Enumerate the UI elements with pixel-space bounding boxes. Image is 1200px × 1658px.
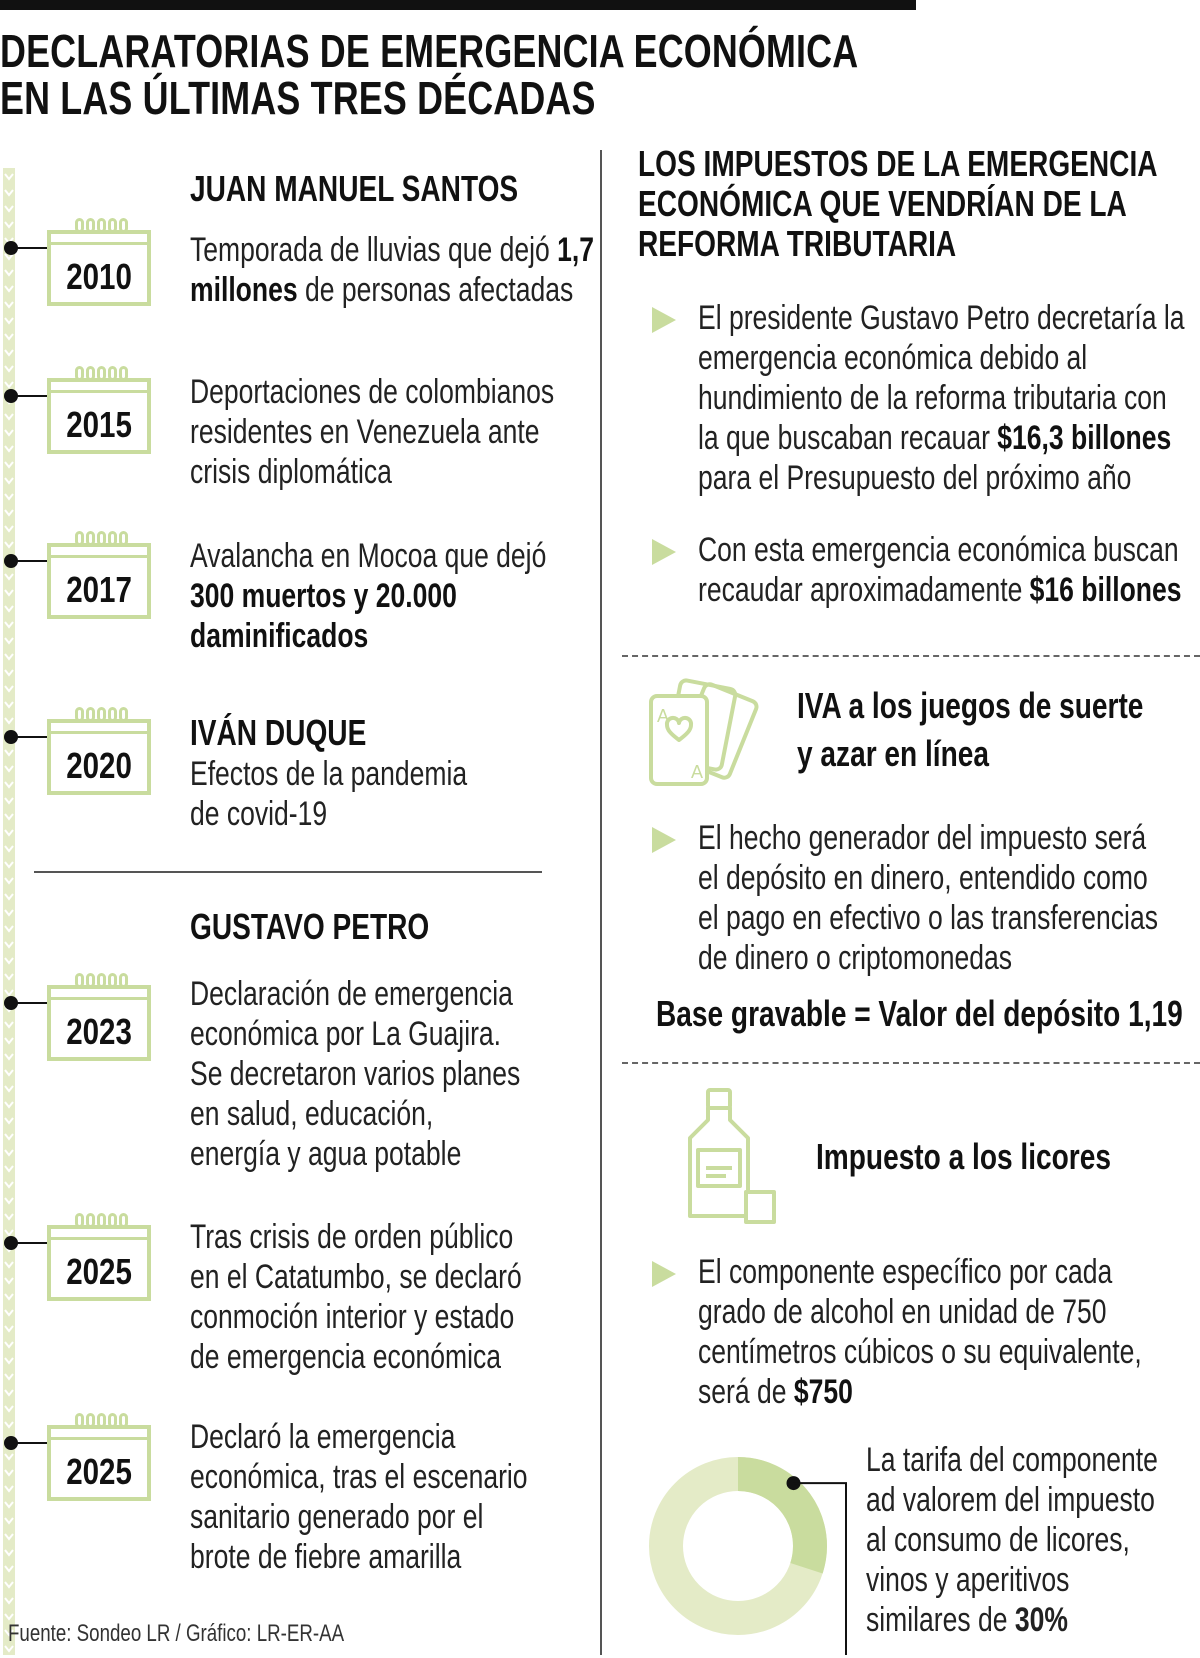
svg-text:A: A [657, 706, 670, 726]
bullet-icon [652, 1261, 676, 1287]
tax-bullet-1: El presidente Gustavo Petro decretaría la emergencia económica debido al hundimiento de la reforma tributaria con la que buscaban recauar $16,3 billones para el Presupuesto del próximo año [698, 299, 1185, 497]
taxes-title: LOS IMPUESTOS DE LA EMERGENCIA ECONÓMICA QUE VENDRÍAN DE LA REFORMA TRIBUTARIA [638, 143, 1158, 264]
event-year: 2015 [66, 404, 132, 445]
event-description: Avalancha en Mocoa que dejó 300 muertos y 20.000 daminificados [190, 537, 547, 655]
left-divider [34, 871, 542, 873]
calendar-icon [47, 973, 157, 1063]
event-description: Tras crisis de orden público en el Catatumbo, se declaró conmoción interior y estado de emergencia económica [190, 1218, 522, 1376]
event-description: Efectos de la pandemia de covid-19 [190, 755, 468, 833]
calendar-icon [47, 707, 157, 797]
event-year: 2020 [66, 745, 132, 786]
event-description: Deportaciones de colombianos residentes en Venezuela ante crisis diplomática [190, 373, 555, 491]
timeline-connector [14, 395, 50, 397]
calendar-icon [47, 366, 157, 456]
section-divider [622, 1062, 1200, 1064]
donut-segment-30 [738, 1474, 810, 1568]
main-title [0, 25, 1000, 124]
base-gravable-formula: Base gravable = Valor del depósito 1,19 [656, 993, 1183, 1034]
iva-heading: IVA a los juegos de suerte y azar en línea [797, 685, 1144, 774]
iva-bullet: El hecho generador del impuesto será el depósito en dinero, entendido como el pago en efectivo o las transferencias de dinero o criptomonedas [698, 819, 1158, 977]
event-year: 2010 [66, 256, 132, 297]
ad-valorem-text: La tarifa del componente ad valorem del impuesto al consumo de licores, vinos y aperitivos similares de 30% [866, 1441, 1158, 1639]
bullet-icon [652, 827, 676, 853]
timeline-connector [14, 560, 50, 562]
bullet-icon [652, 539, 676, 565]
event-description: Temporada de lluvias que dejó 1,7 millones de personas afectadas [190, 231, 594, 309]
calendar-icon [47, 531, 157, 621]
president-santos: JUAN MANUEL SANTOS [190, 168, 519, 209]
playing-cards-icon [645, 676, 770, 791]
timeline-connector [14, 1002, 50, 1004]
licores-heading: Impuesto a los licores [816, 1136, 1111, 1177]
timeline-connector [14, 247, 50, 249]
ad-valorem-donut-chart [640, 1448, 870, 1658]
bullet-icon [652, 307, 676, 333]
tax-bullet-2: Con esta emergencia económica buscan recaudar aproximadamente $16 billones [698, 531, 1182, 609]
top-rule [0, 0, 916, 10]
source-credit: Fuente: Sondeo LR / Gráfico: LR-ER-AA [8, 1620, 345, 1647]
timeline-connector [14, 1242, 50, 1244]
svg-text:A: A [691, 762, 704, 782]
event-year: 2025 [66, 1451, 132, 1492]
calendar-icon [47, 1413, 157, 1503]
section-divider [622, 655, 1200, 657]
center-divider [600, 150, 602, 1655]
calendar-icon [47, 1213, 157, 1303]
event-year: 2025 [66, 1251, 132, 1292]
event-description: Declaró la emergencia económica, tras el escenario sanitario generado por el brote de fiebre amarilla [190, 1418, 528, 1576]
event-year: 2017 [66, 569, 132, 610]
liquor-bottle-icon [682, 1086, 782, 1226]
timeline-connector [14, 1442, 50, 1444]
event-year: 2023 [66, 1011, 132, 1052]
timeline-connector [14, 736, 50, 738]
calendar-icon [47, 218, 157, 308]
president-petro: GUSTAVO PETRO [190, 906, 430, 947]
main-title-line-2: EN LAS ÚLTIMAS TRES DÉCADAS [0, 72, 596, 124]
event-description: Declaración de emergencia económica por La Guajira. Se decretaron varios planes en salud, educación, energía y agua potable [190, 975, 521, 1173]
licores-bullet: El componente específico por cada grado de alcohol en unidad de 750 centímetros cúbicos o su equivalente, será de $750 [698, 1253, 1142, 1411]
president-duque: IVÁN DUQUE [190, 712, 367, 753]
main-title-line-1: DECLARATORIAS DE EMERGENCIA ECONÓMICA [0, 25, 859, 77]
